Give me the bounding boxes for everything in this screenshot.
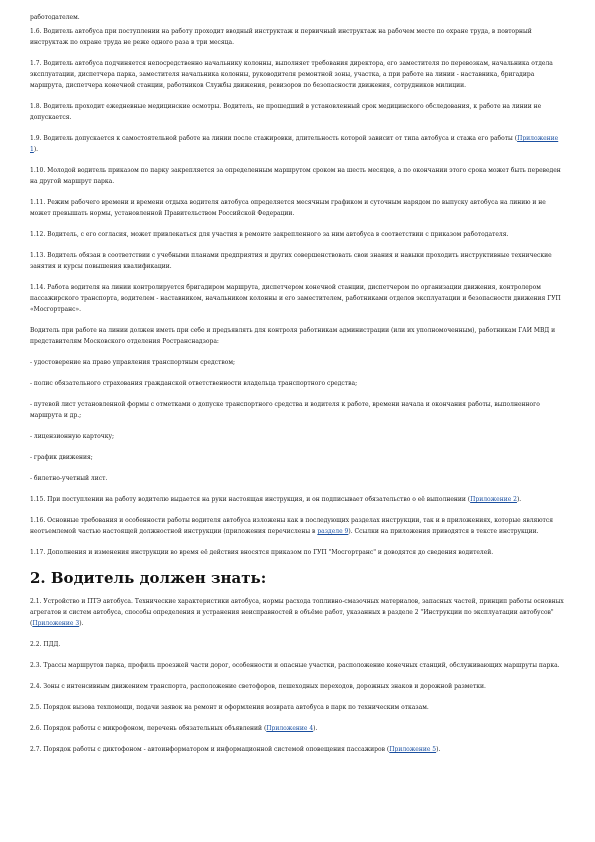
- appendix-3-link[interactable]: Приложение 3: [32, 620, 80, 627]
- list-item: - билетно-учетный лист.: [30, 475, 108, 482]
- paragraph-1-9-tail: ).: [33, 146, 39, 153]
- section-2-heading: 2. Водитель должен знать:: [30, 569, 267, 587]
- paragraph-documents: Водитель при работе на линии должен иметь при себе и предъявлять для контроля работникам администрации (или их уполномоченным), работникам ГАИ МВД и представителям Московского отделения Ространснадзора:: [30, 327, 556, 345]
- paragraph-1-9: [30, 133, 565, 155]
- paragraph-1-15: [30, 494, 565, 505]
- appendix-1-link[interactable]: Приложение 1: [30, 135, 559, 153]
- paragraph-2-6-tail: ).: [313, 725, 318, 732]
- list-item: - лицензионную карточку;: [30, 433, 115, 440]
- paragraph-2-1: [30, 596, 565, 629]
- section-9-link[interactable]: разделе 9: [317, 528, 349, 535]
- list-item: - путевой лист установленной формы с отметками о допуске транспортного средства и водителя к работе, времени начала и окончания работы, выполненного маршрута и др.;: [30, 401, 540, 419]
- paragraph-1-14: 1.14. Работа водителя на линии контролируется бригадиром маршрута, диспетчером конечной станции, диспетчером по организации движения, контролером пассажирского транспорта, водителем - наставником, начальником колонны и его заместителем, работниками отделов эксплуатации и безопасности движения ГУП «Мосгортранс».: [30, 284, 561, 313]
- paragraph-1-10: 1.10. Молодой водитель приказом по парку закрепляется за определенным маршрутом сроком на шесть месяцев, а по окончании этого срока может быть переведен на другой маршрут парка.: [30, 167, 561, 185]
- paragraph-2-5: 2.5. Порядок вызова техпомощи, подачи заявок на ремонт и оформления возврата автобуса в парк по техническим отказам.: [30, 704, 429, 711]
- appendix-4-link[interactable]: Приложение 4: [266, 725, 314, 732]
- paragraph-2-7-text: 2.7. Порядок работы с диктофоном - автоинформатором и информационной системой оповещения пассажиров (: [30, 746, 390, 753]
- paragraph-1-11: 1.11. Режим рабочего времени и времени отдыха водителя автобуса определяется месячным графиком и суточным нарядом по выпуску автобуса на линию и не может превышать нормы, установленной Правительством Российской Федерации.: [30, 199, 546, 217]
- paragraph-1-16-text: 1.16. Основные требования и особенности работы водителя автобуса изложены как в последующих разделах инструкции, так и в приложениях, которые являются неотъемлемой частью настоящей должностной инструкции (приложения перечислены в: [30, 517, 554, 535]
- list-item: - полис обязательного страхования гражданской ответственности владельца транспортного средства;: [30, 380, 358, 387]
- appendix-5-link[interactable]: Приложение 5: [389, 746, 437, 753]
- paragraph-1-16: [30, 515, 565, 537]
- paragraph-1-13: 1.13. Водитель обязан в соответствии с учебными планами предприятия и других совершенствовать свои знания и навыки проходить инструктивные технические занятия и курсы повышения квалификации.: [30, 252, 552, 270]
- paragraph-1-7: 1.7. Водитель автобуса подчиняется непосредственно начальнику колонны, выполняет требования директора, его заместителя по перевозкам, начальника отдела эксплуатации, диспетчера парка, заместителя начальника колонны, руководителя ремонтной зоны, участка, а при работе на линии - наставника, бригадира маршрута, диспетчера конечной станции, работников Службы движения, ревизоров по безопасности движения, сотрудников милиции.: [30, 60, 553, 89]
- paragraph-1-6: 1.6. Водитель автобуса при поступлении на работу проходит вводный инструктаж и первичный инструктаж на рабочем месте по охране труда, в повторный инструктаж по охране труда не реже одного раза в три месяца.: [30, 28, 532, 46]
- list-item: - удостоверение на право управления транспортным средством;: [30, 359, 236, 366]
- paragraph-2-6: [30, 723, 565, 734]
- paragraph-2-3: 2.3. Трассы маршрутов парка, профиль проезжей части дорог, особенности и опасные участки, расположение конечных станций, обслуживающих маршруты парка.: [30, 662, 560, 669]
- paragraph-2-4: 2.4. Зоны с интенсивным движением транспорта, расположение светофоров, пешеходных переходов, дорожных знаков и дорожной разметки.: [30, 683, 486, 690]
- document-page: [30, 12, 565, 765]
- paragraph-2-1-text: 2.1. Устройство и ПТЭ автобуса. Технические характеристики автобуса, нормы расхода топливно-смазочных материалов, запасных частей, принцип работы основных агрегатов и систем автобуса, способы определения и устранения неисправностей в объёме работ, указанных в разделе 2 "Инструкции по эксплуатации автобусов" (: [30, 598, 564, 627]
- paragraph-1-17: 1.17. Дополнения и изменения инструкции во время её действия вносятся приказом по ГУП "Мосгортранс" и доводятся до сведения водителей.: [30, 549, 494, 556]
- paragraph-1-15-tail: ).: [516, 496, 522, 503]
- paragraph-2-7: [30, 744, 565, 755]
- paragraph-2-7-tail: ).: [436, 746, 441, 753]
- list-item: - график движения;: [30, 454, 93, 461]
- paragraph-2-6-text: 2.6. Порядок работы с микрофоном, перечень обязательных объявлений (: [30, 725, 267, 732]
- paragraph-1-16-tail: ). Ссылки на приложения приводятся в тексте инструкции.: [348, 528, 539, 535]
- appendix-2-link[interactable]: Приложение 2: [470, 496, 517, 503]
- paragraph-intro: работодателем.: [30, 14, 80, 21]
- paragraph-1-12: 1.12. Водитель, с его согласия, может привлекаться для участия в ремонте закрепленного за ним автобуса в соответствии с приказом работодателя.: [30, 231, 509, 238]
- paragraph-2-2: 2.2. ПДД.: [30, 641, 61, 648]
- paragraph-1-15-text: 1.15. При поступлении на работу водителю выдается на руки настоящая инструкция, и он подписывает обязательство о её выполнении (: [30, 496, 471, 503]
- paragraph-1-8: 1.8. Водитель проходит ежедневные медицинские осмотры. Водитель, не прошедший в установленный срок медицинского обследования, к работе на линии не допускается.: [30, 103, 542, 121]
- paragraph-1-9-text: 1.9. Водитель допускается к самостоятельной работе на линии после стажировки, длительность которой зависит от типа автобуса и стажа его работы (: [30, 135, 518, 142]
- paragraph-2-1-tail: ).: [79, 620, 84, 627]
